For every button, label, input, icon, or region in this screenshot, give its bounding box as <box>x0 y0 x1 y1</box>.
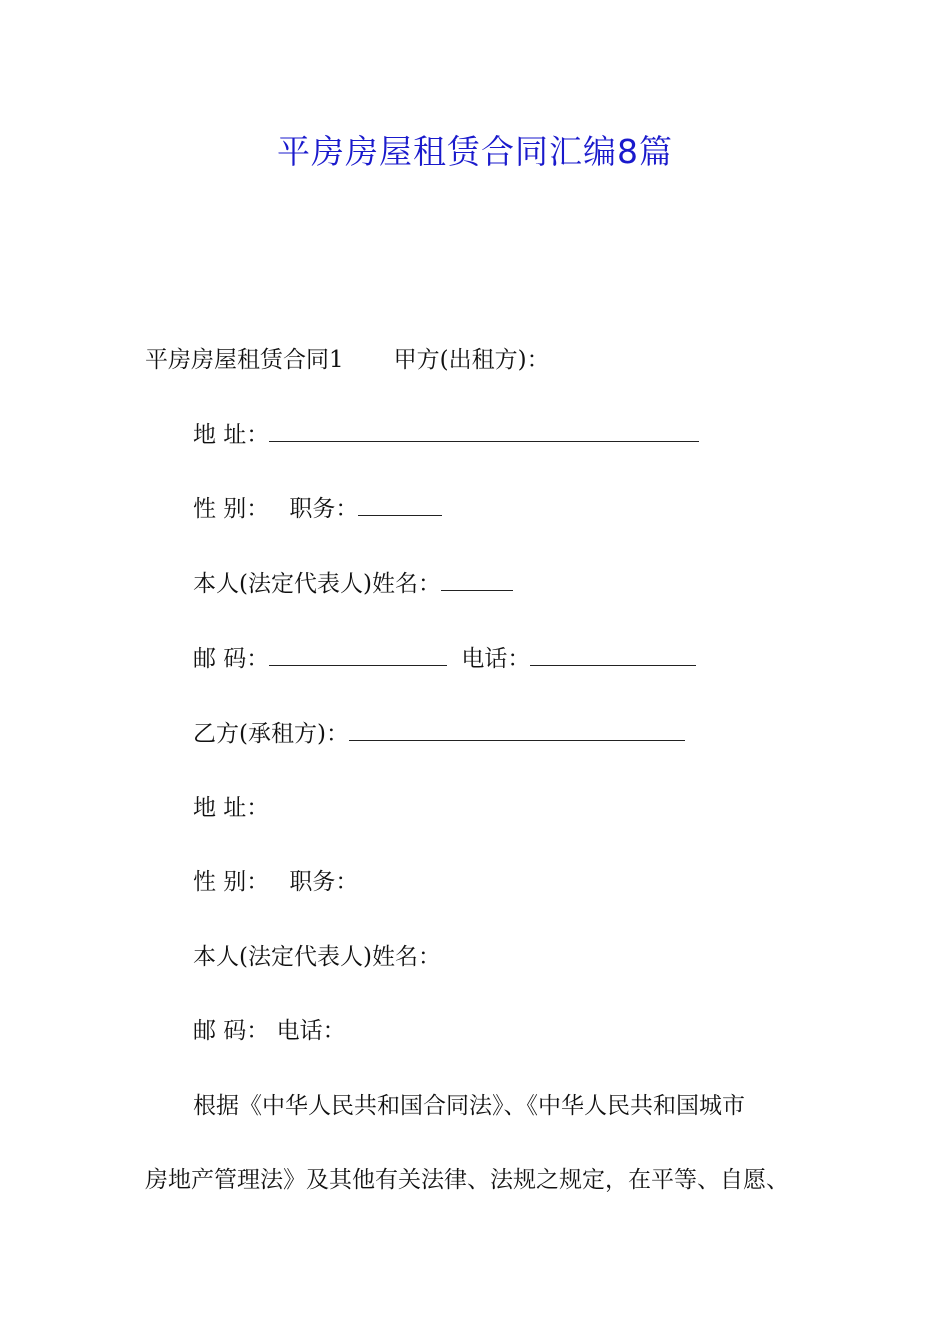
party-b-label: 乙方(承租方)： <box>193 721 349 747</box>
body-text-1: 根据《中华人民共和国合同法》、《中华人民共和国城市 <box>193 1093 745 1119</box>
body-paragraph-line-1 <box>193 1088 745 1124</box>
address-label: 地 址： <box>193 422 270 448</box>
party-b-postcode-phone: 邮 码： 电话： <box>193 1018 346 1044</box>
party-b-postcode-phone-line <box>193 1013 346 1049</box>
rep-blank[interactable] <box>441 568 513 591</box>
postcode-blank[interactable] <box>269 643 447 666</box>
party-a-address-line <box>193 417 699 453</box>
party-b-address-label: 地 址： <box>193 795 270 821</box>
gender-label: 性 别： <box>193 496 270 522</box>
party-b-gender-label: 性 别： <box>193 869 270 895</box>
party-b-line <box>193 716 685 752</box>
rep-label: 本人(法定代表人)姓名： <box>193 571 441 597</box>
party-a-gender-position-line <box>193 491 442 527</box>
party-b-blank[interactable] <box>349 718 685 741</box>
address-blank[interactable] <box>269 419 699 442</box>
phone-blank[interactable] <box>530 643 696 666</box>
party-a-rep-line <box>193 566 513 602</box>
party-a-postcode-phone-line <box>193 641 696 677</box>
body-paragraph-line-2 <box>145 1162 789 1198</box>
contract-heading-line <box>145 342 550 378</box>
document-title: 平房房屋租赁合同汇编8篇 <box>277 132 673 171</box>
party-b-gender-position-line <box>193 864 358 900</box>
position-label: 职务： <box>289 496 359 522</box>
party-b-position-label: 职务： <box>289 869 359 895</box>
party-b-rep-label: 本人(法定代表人)姓名： <box>193 944 441 970</box>
phone-label: 电话： <box>461 646 531 672</box>
party-b-rep-line <box>193 939 441 975</box>
contract-number: 平房房屋租赁合同1 <box>145 347 344 373</box>
body-text-2: 房地产管理法》及其他有关法律、法规之规定，在平等、自愿、 <box>145 1167 789 1193</box>
party-a-label: 甲方(出租方)： <box>393 347 550 373</box>
postcode-label: 邮 码： <box>193 646 270 672</box>
position-blank[interactable] <box>358 493 442 516</box>
party-b-address-line <box>193 790 269 826</box>
